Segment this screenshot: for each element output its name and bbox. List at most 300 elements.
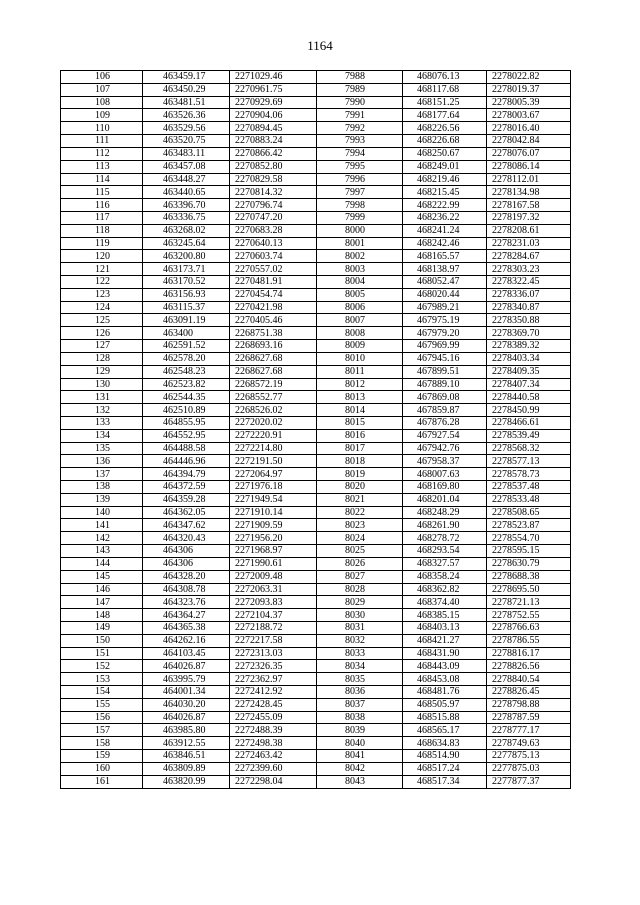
northing-a-cell: 2272455.09	[230, 711, 317, 724]
point-number-a-cell: 118	[61, 224, 143, 237]
easting-a-cell: 464394.79	[143, 468, 230, 481]
point-number-b-cell: 8024	[317, 532, 403, 545]
northing-b-cell: 2278076.07	[487, 147, 571, 160]
coordinates-table-body	[61, 71, 571, 789]
northing-b-cell: 2278595.15	[487, 545, 571, 558]
northing-a-cell: 2272063.31	[230, 583, 317, 596]
northing-b-cell: 2277875.13	[487, 750, 571, 763]
table-row	[61, 186, 571, 199]
easting-b-cell: 468443.09	[403, 660, 487, 673]
northing-b-cell: 2278466.61	[487, 416, 571, 429]
point-number-b-cell: 8031	[317, 621, 403, 634]
point-number-b-cell: 8001	[317, 237, 403, 250]
easting-a-cell: 464364.27	[143, 609, 230, 622]
northing-b-cell: 2278577.13	[487, 455, 571, 468]
easting-a-cell: 463200.80	[143, 250, 230, 263]
easting-b-cell: 468020.44	[403, 288, 487, 301]
point-number-a-cell: 146	[61, 583, 143, 596]
point-number-b-cell: 8017	[317, 442, 403, 455]
easting-b-cell: 468517.24	[403, 762, 487, 775]
point-number-a-cell: 113	[61, 160, 143, 173]
easting-a-cell: 463400	[143, 327, 230, 340]
point-number-b-cell: 8023	[317, 519, 403, 532]
northing-a-cell: 2270961.75	[230, 83, 317, 96]
northing-b-cell: 2278403.34	[487, 352, 571, 365]
table-row	[61, 750, 571, 763]
easting-b-cell: 468165.57	[403, 250, 487, 263]
northing-a-cell: 2272362.97	[230, 673, 317, 686]
easting-b-cell: 468514.90	[403, 750, 487, 763]
northing-b-cell: 2278016.40	[487, 122, 571, 135]
easting-a-cell: 462523.82	[143, 378, 230, 391]
point-number-a-cell: 110	[61, 122, 143, 135]
point-number-a-cell: 122	[61, 276, 143, 289]
point-number-a-cell: 139	[61, 493, 143, 506]
northing-b-cell: 2278112.01	[487, 173, 571, 186]
point-number-a-cell: 134	[61, 429, 143, 442]
point-number-b-cell: 8029	[317, 596, 403, 609]
easting-a-cell: 463846.51	[143, 750, 230, 763]
northing-b-cell: 2278749.63	[487, 737, 571, 750]
table-row	[61, 468, 571, 481]
point-number-b-cell: 7995	[317, 160, 403, 173]
easting-b-cell: 468358.24	[403, 570, 487, 583]
table-row	[61, 519, 571, 532]
northing-b-cell: 2278630.79	[487, 557, 571, 570]
easting-a-cell: 464262.16	[143, 634, 230, 647]
easting-b-cell: 468236.22	[403, 211, 487, 224]
table-row	[61, 634, 571, 647]
northing-a-cell: 2272009.48	[230, 570, 317, 583]
table-row	[61, 686, 571, 699]
point-number-b-cell: 8006	[317, 301, 403, 314]
point-number-a-cell: 154	[61, 686, 143, 699]
northing-a-cell: 2270829.58	[230, 173, 317, 186]
easting-a-cell: 464855.95	[143, 416, 230, 429]
easting-b-cell: 468215.45	[403, 186, 487, 199]
point-number-b-cell: 8040	[317, 737, 403, 750]
northing-b-cell: 2278303.23	[487, 263, 571, 276]
northing-a-cell: 2268572.19	[230, 378, 317, 391]
northing-a-cell: 2272188.72	[230, 621, 317, 634]
table-row	[61, 570, 571, 583]
easting-a-cell: 463483.11	[143, 147, 230, 160]
point-number-a-cell: 106	[61, 71, 143, 84]
point-number-b-cell: 8036	[317, 686, 403, 699]
point-number-b-cell: 8026	[317, 557, 403, 570]
northing-b-cell: 2278134.98	[487, 186, 571, 199]
point-number-a-cell: 157	[61, 724, 143, 737]
northing-b-cell: 2278688.38	[487, 570, 571, 583]
easting-b-cell: 468169.80	[403, 481, 487, 494]
table-row	[61, 442, 571, 455]
northing-b-cell: 2278537.48	[487, 481, 571, 494]
easting-b-cell: 467975.19	[403, 314, 487, 327]
easting-a-cell: 463245.64	[143, 237, 230, 250]
easting-a-cell: 463526.36	[143, 109, 230, 122]
northing-b-cell: 2278350.88	[487, 314, 571, 327]
northing-a-cell: 2268552.77	[230, 391, 317, 404]
northing-a-cell: 2272412.92	[230, 686, 317, 699]
point-number-b-cell: 8013	[317, 391, 403, 404]
table-row	[61, 647, 571, 660]
point-number-b-cell: 8019	[317, 468, 403, 481]
table-row	[61, 263, 571, 276]
easting-b-cell: 468517.34	[403, 775, 487, 788]
easting-b-cell: 468222.99	[403, 199, 487, 212]
table-row	[61, 340, 571, 353]
northing-b-cell: 2278539.49	[487, 429, 571, 442]
easting-a-cell: 463170.52	[143, 276, 230, 289]
easting-a-cell: 463912.55	[143, 737, 230, 750]
easting-b-cell: 468226.56	[403, 122, 487, 135]
point-number-b-cell: 8037	[317, 698, 403, 711]
easting-a-cell: 462510.89	[143, 404, 230, 417]
northing-b-cell: 2278003.67	[487, 109, 571, 122]
point-number-b-cell: 8003	[317, 263, 403, 276]
easting-b-cell: 468201.04	[403, 493, 487, 506]
easting-a-cell: 464446.96	[143, 455, 230, 468]
point-number-a-cell: 148	[61, 609, 143, 622]
easting-b-cell: 468249.01	[403, 160, 487, 173]
northing-b-cell: 2278440.58	[487, 391, 571, 404]
northing-b-cell: 2278787.59	[487, 711, 571, 724]
point-number-b-cell: 7992	[317, 122, 403, 135]
easting-b-cell: 467958.37	[403, 455, 487, 468]
table-row	[61, 224, 571, 237]
point-number-a-cell: 135	[61, 442, 143, 455]
point-number-b-cell: 7997	[317, 186, 403, 199]
northing-b-cell: 2278167.58	[487, 199, 571, 212]
easting-a-cell: 464365.38	[143, 621, 230, 634]
point-number-a-cell: 138	[61, 481, 143, 494]
easting-b-cell: 468076.13	[403, 71, 487, 84]
point-number-b-cell: 8018	[317, 455, 403, 468]
northing-a-cell: 2268526.02	[230, 404, 317, 417]
point-number-a-cell: 136	[61, 455, 143, 468]
easting-b-cell: 468421.27	[403, 634, 487, 647]
point-number-b-cell: 8008	[317, 327, 403, 340]
northing-b-cell: 2278826.56	[487, 660, 571, 673]
northing-a-cell: 2268627.68	[230, 352, 317, 365]
table-row	[61, 493, 571, 506]
easting-a-cell: 463115.37	[143, 301, 230, 314]
easting-a-cell: 464328.20	[143, 570, 230, 583]
northing-a-cell: 2268693.16	[230, 340, 317, 353]
northing-b-cell: 2278695.50	[487, 583, 571, 596]
easting-a-cell: 463091.19	[143, 314, 230, 327]
northing-a-cell: 2270747.20	[230, 211, 317, 224]
northing-a-cell: 2272326.35	[230, 660, 317, 673]
northing-a-cell: 2272220.91	[230, 429, 317, 442]
point-number-b-cell: 8028	[317, 583, 403, 596]
table-row	[61, 327, 571, 340]
table-row	[61, 173, 571, 186]
easting-b-cell: 468634.83	[403, 737, 487, 750]
point-number-b-cell: 7993	[317, 135, 403, 148]
northing-a-cell: 2271990.61	[230, 557, 317, 570]
northing-b-cell: 2278786.55	[487, 634, 571, 647]
table-row	[61, 147, 571, 160]
easting-b-cell: 468052.47	[403, 276, 487, 289]
northing-b-cell: 2278766.63	[487, 621, 571, 634]
point-number-b-cell: 8010	[317, 352, 403, 365]
table-row	[61, 455, 571, 468]
northing-a-cell: 2268627.68	[230, 365, 317, 378]
page-number: 1164	[307, 38, 333, 53]
point-number-a-cell: 112	[61, 147, 143, 160]
northing-a-cell: 2268751.38	[230, 327, 317, 340]
easting-a-cell: 462578.20	[143, 352, 230, 365]
northing-b-cell: 2278409.35	[487, 365, 571, 378]
northing-b-cell: 2278407.34	[487, 378, 571, 391]
easting-a-cell: 463520.75	[143, 135, 230, 148]
table-row	[61, 365, 571, 378]
easting-b-cell: 467876.28	[403, 416, 487, 429]
easting-b-cell: 468219.46	[403, 173, 487, 186]
point-number-a-cell: 149	[61, 621, 143, 634]
northing-a-cell: 2270481.91	[230, 276, 317, 289]
easting-b-cell: 467869.08	[403, 391, 487, 404]
northing-b-cell: 2278336.07	[487, 288, 571, 301]
northing-a-cell: 2270405.46	[230, 314, 317, 327]
easting-b-cell: 468515.88	[403, 711, 487, 724]
table-row	[61, 737, 571, 750]
easting-a-cell: 463156.93	[143, 288, 230, 301]
easting-b-cell: 468403.13	[403, 621, 487, 634]
easting-a-cell: 462591.52	[143, 340, 230, 353]
northing-a-cell: 2270852.80	[230, 160, 317, 173]
northing-b-cell: 2278322.45	[487, 276, 571, 289]
easting-a-cell: 464103.45	[143, 647, 230, 660]
point-number-a-cell: 141	[61, 519, 143, 532]
easting-b-cell: 468565.17	[403, 724, 487, 737]
point-number-b-cell: 8032	[317, 634, 403, 647]
northing-b-cell: 2278086.14	[487, 160, 571, 173]
point-number-a-cell: 120	[61, 250, 143, 263]
easting-b-cell: 468362.82	[403, 583, 487, 596]
point-number-b-cell: 7989	[317, 83, 403, 96]
point-number-a-cell: 109	[61, 109, 143, 122]
point-number-a-cell: 160	[61, 762, 143, 775]
northing-b-cell: 2277877.37	[487, 775, 571, 788]
northing-a-cell: 2270603.74	[230, 250, 317, 263]
easting-a-cell: 463173.71	[143, 263, 230, 276]
easting-b-cell: 467927.54	[403, 429, 487, 442]
northing-a-cell: 2271949.54	[230, 493, 317, 506]
easting-a-cell: 463268.02	[143, 224, 230, 237]
easting-b-cell: 468250.67	[403, 147, 487, 160]
northing-a-cell: 2271029.46	[230, 71, 317, 84]
point-number-a-cell: 125	[61, 314, 143, 327]
northing-a-cell: 2272463.42	[230, 750, 317, 763]
table-row	[61, 775, 571, 788]
northing-b-cell: 2278777.17	[487, 724, 571, 737]
easting-b-cell: 468241.24	[403, 224, 487, 237]
easting-b-cell: 468481.76	[403, 686, 487, 699]
northing-b-cell: 2278019.37	[487, 83, 571, 96]
point-number-a-cell: 155	[61, 698, 143, 711]
northing-b-cell: 2278231.03	[487, 237, 571, 250]
table-row	[61, 391, 571, 404]
easting-a-cell: 464030.20	[143, 698, 230, 711]
table-row	[61, 404, 571, 417]
point-number-a-cell: 131	[61, 391, 143, 404]
point-number-b-cell: 7988	[317, 71, 403, 84]
easting-a-cell: 463440.65	[143, 186, 230, 199]
point-number-b-cell: 8004	[317, 276, 403, 289]
point-number-a-cell: 156	[61, 711, 143, 724]
table-row	[61, 71, 571, 84]
northing-b-cell: 2278554.70	[487, 532, 571, 545]
point-number-b-cell: 8034	[317, 660, 403, 673]
northing-a-cell: 2272214.80	[230, 442, 317, 455]
easting-b-cell: 468385.15	[403, 609, 487, 622]
easting-a-cell: 463457.08	[143, 160, 230, 173]
northing-a-cell: 2270557.02	[230, 263, 317, 276]
point-number-b-cell: 8009	[317, 340, 403, 353]
point-number-a-cell: 145	[61, 570, 143, 583]
point-number-b-cell: 8005	[317, 288, 403, 301]
easting-a-cell: 463995.79	[143, 673, 230, 686]
northing-b-cell: 2278042.84	[487, 135, 571, 148]
point-number-a-cell: 151	[61, 647, 143, 660]
northing-a-cell: 2272313.03	[230, 647, 317, 660]
northing-a-cell: 2270929.69	[230, 96, 317, 109]
easting-a-cell: 464001.34	[143, 686, 230, 699]
northing-b-cell: 2278826.45	[487, 686, 571, 699]
table-row	[61, 122, 571, 135]
table-row	[61, 352, 571, 365]
table-row	[61, 583, 571, 596]
point-number-a-cell: 150	[61, 634, 143, 647]
point-number-b-cell: 7999	[317, 211, 403, 224]
northing-a-cell: 2270683.28	[230, 224, 317, 237]
table-row	[61, 609, 571, 622]
northing-a-cell: 2270904.06	[230, 109, 317, 122]
point-number-a-cell: 121	[61, 263, 143, 276]
easting-b-cell: 468138.97	[403, 263, 487, 276]
easting-a-cell: 463481.51	[143, 96, 230, 109]
table-row	[61, 506, 571, 519]
easting-b-cell: 468374.40	[403, 596, 487, 609]
northing-a-cell: 2271976.18	[230, 481, 317, 494]
easting-b-cell: 468007.63	[403, 468, 487, 481]
point-number-a-cell: 137	[61, 468, 143, 481]
point-number-a-cell: 143	[61, 545, 143, 558]
easting-a-cell: 464320.43	[143, 532, 230, 545]
northing-a-cell: 2271968.97	[230, 545, 317, 558]
northing-a-cell: 2271909.59	[230, 519, 317, 532]
easting-a-cell: 464306	[143, 557, 230, 570]
table-row	[61, 288, 571, 301]
easting-b-cell: 468278.72	[403, 532, 487, 545]
point-number-b-cell: 7990	[317, 96, 403, 109]
easting-a-cell: 463336.75	[143, 211, 230, 224]
northing-b-cell: 2278369.70	[487, 327, 571, 340]
point-number-a-cell: 108	[61, 96, 143, 109]
point-number-b-cell: 8015	[317, 416, 403, 429]
northing-b-cell: 2278389.32	[487, 340, 571, 353]
table-row	[61, 237, 571, 250]
point-number-a-cell: 123	[61, 288, 143, 301]
northing-a-cell: 2272104.37	[230, 609, 317, 622]
point-number-b-cell: 8027	[317, 570, 403, 583]
point-number-b-cell: 7996	[317, 173, 403, 186]
point-number-b-cell: 7991	[317, 109, 403, 122]
table-row	[61, 160, 571, 173]
point-number-a-cell: 124	[61, 301, 143, 314]
point-number-a-cell: 128	[61, 352, 143, 365]
point-number-b-cell: 8007	[317, 314, 403, 327]
point-number-a-cell: 115	[61, 186, 143, 199]
easting-b-cell: 467945.16	[403, 352, 487, 365]
northing-a-cell: 2270894.45	[230, 122, 317, 135]
northing-a-cell: 2272298.04	[230, 775, 317, 788]
easting-a-cell: 463985.80	[143, 724, 230, 737]
northing-b-cell: 2278005.39	[487, 96, 571, 109]
easting-a-cell: 464359.28	[143, 493, 230, 506]
northing-b-cell: 2278533.48	[487, 493, 571, 506]
point-number-a-cell: 142	[61, 532, 143, 545]
easting-a-cell: 462544.35	[143, 391, 230, 404]
point-number-b-cell: 8014	[317, 404, 403, 417]
northing-b-cell: 2278816.17	[487, 647, 571, 660]
point-number-a-cell: 140	[61, 506, 143, 519]
table-row	[61, 250, 571, 263]
northing-b-cell: 2278840.54	[487, 673, 571, 686]
easting-a-cell: 463450.29	[143, 83, 230, 96]
point-number-b-cell: 8022	[317, 506, 403, 519]
northing-a-cell: 2272191.50	[230, 455, 317, 468]
easting-a-cell: 464026.87	[143, 711, 230, 724]
table-row	[61, 532, 571, 545]
point-number-a-cell: 107	[61, 83, 143, 96]
northing-b-cell: 2277875.03	[487, 762, 571, 775]
northing-a-cell: 2272428.45	[230, 698, 317, 711]
easting-b-cell: 468505.97	[403, 698, 487, 711]
table-row	[61, 698, 571, 711]
easting-a-cell: 463809.89	[143, 762, 230, 775]
point-number-b-cell: 8042	[317, 762, 403, 775]
point-number-a-cell: 127	[61, 340, 143, 353]
point-number-b-cell: 7998	[317, 199, 403, 212]
northing-a-cell: 2272064.97	[230, 468, 317, 481]
table-row	[61, 545, 571, 558]
point-number-b-cell: 8043	[317, 775, 403, 788]
northing-b-cell: 2278508.65	[487, 506, 571, 519]
northing-b-cell: 2278798.88	[487, 698, 571, 711]
point-number-b-cell: 8021	[317, 493, 403, 506]
point-number-a-cell: 132	[61, 404, 143, 417]
table-row	[61, 724, 571, 737]
easting-b-cell: 468117.68	[403, 83, 487, 96]
point-number-b-cell: 7994	[317, 147, 403, 160]
easting-b-cell: 468453.08	[403, 673, 487, 686]
northing-b-cell: 2278568.32	[487, 442, 571, 455]
table-row	[61, 109, 571, 122]
easting-b-cell: 467979.20	[403, 327, 487, 340]
point-number-b-cell: 8041	[317, 750, 403, 763]
point-number-a-cell: 117	[61, 211, 143, 224]
easting-b-cell: 468242.46	[403, 237, 487, 250]
easting-a-cell: 464488.58	[143, 442, 230, 455]
easting-b-cell: 468151.25	[403, 96, 487, 109]
point-number-b-cell: 8002	[317, 250, 403, 263]
easting-a-cell: 463459.17	[143, 71, 230, 84]
northing-b-cell: 2278208.61	[487, 224, 571, 237]
point-number-b-cell: 8038	[317, 711, 403, 724]
